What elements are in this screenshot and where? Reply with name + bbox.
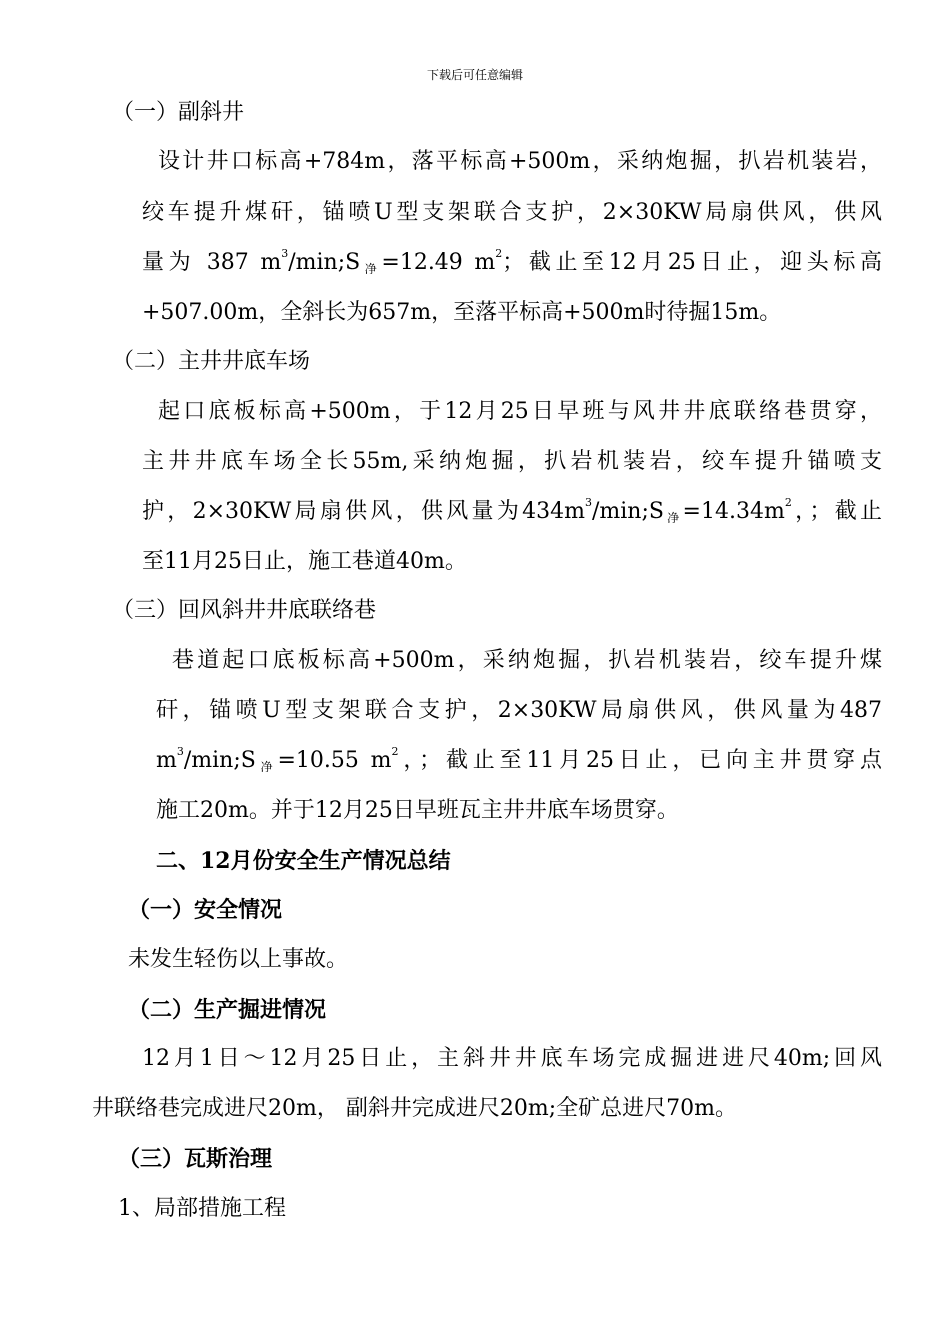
paragraph-line: 矸，锚喷U型支架联合支护，2×30KW局扇供风，供风量为487 bbox=[156, 698, 882, 723]
paragraph-line: 起口底板标高+500m，于12月25日早班与风井井底联络巷贯穿， bbox=[158, 399, 882, 424]
paragraph-line-with-formula: 量为 387 $m^3/\min;S_净=12.49$ $m^2$；截止至12月25日止，迎头标高 bbox=[142, 247, 882, 276]
paragraph-line: 施工20m。并于12月25日早班瓦主井井底车场贯穿。 bbox=[156, 798, 679, 823]
paragraph-line: 井联络巷完成进尺20m， 副斜井完成进尺20m;全矿总进尺70m。 bbox=[92, 1096, 737, 1121]
paragraph-line: 巷道起口底板标高+500m，采纳炮掘，扒岩机装岩，绞车提升煤 bbox=[172, 648, 882, 673]
paragraph-line-with-formula: 护，2×30KW局扇供风，供风量为$434m^3/\min;S_净=14.34m^2$，；截止 bbox=[142, 496, 882, 525]
paragraph-line-with-formula: $m^3/\min;S_净=10.55$ $m^2$，；截止至11月25日止，已向主井贯穿点 bbox=[156, 745, 882, 774]
paragraph-line: 主井井底车场全长55m,采纳炮掘，扒岩机装岩，绞车提升锚喷支 bbox=[142, 449, 882, 474]
paragraph-line: 设计井口标高+784m，落平标高+500m，采纳炮掘，扒岩机装岩， bbox=[158, 149, 882, 174]
paragraph-line: 至11月25日止，施工巷道40m。 bbox=[142, 549, 467, 574]
page-header-note: 下载后可任意编辑 bbox=[426, 68, 523, 82]
section-heading-return-air-roadway: （三）回风斜井井底联络巷 bbox=[112, 598, 377, 623]
paragraph-line: +507.00m，全斜长为657m，至落平标高+500m时待掘15m。 bbox=[142, 300, 782, 325]
subheading-production: （二）生产掘进情况 bbox=[128, 997, 327, 1023]
paragraph-line: 12月1日～12月25日止，主斜井井底车场完成掘进进尺40m;回风 bbox=[142, 1046, 882, 1071]
paragraph-line: 绞车提升煤矸，锚喷U型支架联合支护，2×30KW局扇供风，供风 bbox=[142, 200, 882, 225]
subheading-gas-control: （三）瓦斯治理 bbox=[118, 1146, 273, 1172]
section-heading-main-shaft-yard: （二）主井井底车场 bbox=[112, 349, 311, 374]
subheading-safety: （一）安全情况 bbox=[128, 897, 283, 923]
chapter-title-december-summary: 二、12月份安全生产情况总结 bbox=[156, 848, 451, 874]
safety-text: 未发生轻伤以上事故。 bbox=[128, 947, 349, 972]
list-item: 1、局部措施工程 bbox=[118, 1196, 286, 1221]
section-heading-auxiliary-shaft: （一）副斜井 bbox=[112, 100, 245, 125]
